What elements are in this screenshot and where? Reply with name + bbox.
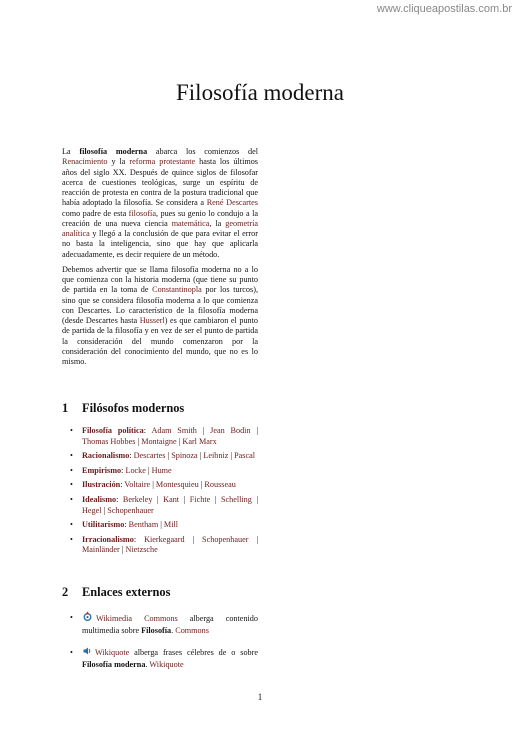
list-item <box>70 611 258 636</box>
philosopher-link[interactable]: Mill <box>163 520 179 530</box>
punctuation: . <box>145 659 150 669</box>
paragraph-text: ) es que cambiaron el punto de partida de la filosofía y en vez de ser el punto de partida la consideración del mundo comenzaron por la consideración del conocimiento del mundo, que no es lo mismo. <box>62 316 259 366</box>
inline-link[interactable]: reforma protestante <box>129 157 196 167</box>
bullet: • <box>70 613 73 622</box>
bullet: • <box>70 480 73 490</box>
category-link[interactable]: Utilitarismo <box>82 520 125 530</box>
separator: | <box>198 480 205 490</box>
philosopher-link[interactable]: Spinoza <box>171 451 198 461</box>
project-link[interactable]: Wikiquote <box>149 659 184 669</box>
section-title: Enlaces externos <box>82 585 171 599</box>
philosopher-link[interactable]: Bentham <box>128 520 159 530</box>
colon: : <box>129 451 134 461</box>
bold-term: Filosofía moderna <box>82 659 146 669</box>
wikimedia-commons-icon <box>82 611 93 626</box>
colon: : <box>121 465 126 475</box>
site-watermark: www.cliqueapostilas.com.br <box>376 3 512 15</box>
paragraph-text: como padre de esta <box>62 208 129 218</box>
bullet: • <box>70 520 73 530</box>
philosopher-link[interactable]: Voltaire <box>124 480 151 490</box>
philosopher-link[interactable]: Adam Smith <box>151 426 197 435</box>
external-links-list <box>70 611 258 680</box>
inline-link[interactable]: Husserl <box>139 316 165 325</box>
separator: | <box>228 451 235 461</box>
paragraph-text: por los turcos), sino que se considera filosofía moderna a lo que comienza con Descartes. Lo característico de la filosofía moderna (desde Descartes hasta <box>62 285 258 325</box>
separator: | <box>210 494 221 504</box>
paragraph-text: La <box>62 147 80 156</box>
separator: | <box>135 436 142 446</box>
bullet: • <box>70 465 73 475</box>
list-item <box>70 535 258 556</box>
separator: | <box>152 494 164 504</box>
paragraph-text: abarca los comienzos del <box>147 147 258 156</box>
list-item <box>70 426 258 447</box>
philosopher-link[interactable]: Fichte <box>189 494 211 504</box>
philosopher-link[interactable]: Schopenhauer <box>107 505 154 515</box>
philosopher-link[interactable]: Kant <box>163 494 180 504</box>
external-link[interactable]: Wikimedia Commons <box>96 614 178 623</box>
philosopher-link[interactable]: Montesquieu <box>155 480 199 490</box>
section-heading-filosofos <box>62 401 262 416</box>
separator: | <box>165 451 172 461</box>
list-item <box>70 520 258 531</box>
section-number: 2 <box>62 585 69 599</box>
category-link[interactable]: Irracionalismo <box>82 534 134 544</box>
separator: | <box>250 426 259 435</box>
bullet: • <box>70 451 73 461</box>
separator: | <box>150 480 156 490</box>
philosopher-link[interactable]: Leibniz <box>203 451 229 461</box>
paragraph-text: y llegó a la conclusión de que para evitar el error no basta la inteligencia, sino que hay que aplicarla adecuadamente, es decir requiere de un método. <box>62 229 258 259</box>
category-link[interactable]: Ilustración <box>82 480 121 490</box>
philosopher-link[interactable]: Hume <box>151 465 172 475</box>
inline-link[interactable]: matemática <box>171 218 210 228</box>
philosopher-link[interactable]: Berkeley <box>122 494 153 504</box>
list-item <box>70 466 258 477</box>
philosopher-link[interactable]: Thomas Hobbes <box>82 436 136 446</box>
separator: | <box>184 534 203 544</box>
colon: : <box>143 426 152 435</box>
separator: | <box>176 436 183 446</box>
separator: | <box>251 494 259 504</box>
link-description: alberga contenido multimedia sobre <box>82 614 258 635</box>
section-title: Filósofos modernos <box>82 401 185 415</box>
section-heading-enlaces <box>62 585 262 600</box>
intro-column <box>62 147 258 372</box>
paragraph-text: y la <box>107 157 130 167</box>
bullet: • <box>70 534 73 544</box>
colon: : <box>124 520 129 530</box>
bold-term: Filosofía <box>141 625 172 635</box>
category-link[interactable]: Filosofía política <box>82 426 144 435</box>
project-link[interactable]: Commons <box>175 625 209 635</box>
philosopher-link[interactable]: Hegel <box>82 505 102 515</box>
section-number: 1 <box>62 401 69 415</box>
philosopher-link[interactable]: Montaigne <box>141 436 177 446</box>
bullet: • <box>70 426 73 435</box>
separator: | <box>197 451 204 461</box>
paragraph-text: , pues su genio lo condujo a la creación de una nueva ciencia <box>62 208 258 228</box>
inline-link[interactable]: Constantinopla <box>152 285 202 295</box>
philosopher-link[interactable]: Pascal <box>234 451 255 461</box>
wikiquote-icon <box>82 646 92 660</box>
philosopher-link[interactable]: Schopenhauer <box>202 534 249 544</box>
category-link[interactable]: Empirismo <box>82 465 122 475</box>
punctuation: . <box>171 625 176 635</box>
philosopher-link[interactable]: Nietzsche <box>125 545 158 555</box>
list-item <box>70 451 258 462</box>
inline-link[interactable]: geometría analítica <box>62 218 258 238</box>
link-description: alberga frases célebres de o sobre <box>129 648 258 658</box>
intro-paragraph-2 <box>62 265 258 368</box>
separator: | <box>179 494 190 504</box>
paragraph-text: Debemos advertir que se llama filosofía moderna no a lo que comienza con la historia moderna (que tiene su punto de partida en la toma de <box>62 264 258 295</box>
bold-term: filosofía moderna <box>79 147 148 156</box>
philosophers-list <box>70 426 258 560</box>
separator: | <box>145 465 152 475</box>
philosopher-link[interactable]: Jean Bodin <box>210 426 251 435</box>
separator: | <box>119 545 126 555</box>
page-number: 1 <box>257 692 263 702</box>
philosopher-link[interactable]: Mainländer <box>82 545 120 555</box>
philosopher-link[interactable]: Locke <box>125 465 146 475</box>
philosopher-link[interactable]: Kierkegaard <box>144 534 185 544</box>
inline-link[interactable]: René Descartes <box>206 198 258 208</box>
paragraph-text: , la <box>209 218 226 228</box>
list-item <box>70 495 258 516</box>
philosopher-link[interactable]: Karl Marx <box>182 436 217 446</box>
colon: : <box>120 480 125 490</box>
philosopher-link[interactable]: Rousseau <box>204 480 236 490</box>
intro-paragraph-1 <box>62 147 258 260</box>
inline-link[interactable]: Renacimiento <box>62 157 108 167</box>
inline-link[interactable]: filosofía <box>128 208 156 218</box>
category-link[interactable]: Racionalismo <box>82 451 130 461</box>
bullet: • <box>70 648 73 658</box>
external-link[interactable]: Wikiquote <box>95 648 130 658</box>
colon: : <box>133 534 145 544</box>
list-item <box>70 480 258 491</box>
separator: | <box>196 426 211 435</box>
philosopher-link[interactable]: Schelling <box>220 494 252 504</box>
separator: | <box>158 520 164 530</box>
bullet: • <box>70 494 73 504</box>
separator: | <box>101 505 108 515</box>
colon: : <box>116 494 123 504</box>
category-link[interactable]: Idealismo <box>82 494 117 504</box>
page-title: Filosofía moderna <box>176 80 344 105</box>
paragraph-text: hasta los últimos años del siglo XX. Después de quince siglos de filosofar acerca de cuestiones teológicas, surge un espíritu de reacción de protesta en contra de la postura tradicional que había adoptado la filosofía. Se considera a <box>62 157 258 208</box>
philosopher-link[interactable]: Descartes <box>133 451 166 461</box>
separator: | <box>248 534 259 544</box>
list-item <box>70 646 258 670</box>
